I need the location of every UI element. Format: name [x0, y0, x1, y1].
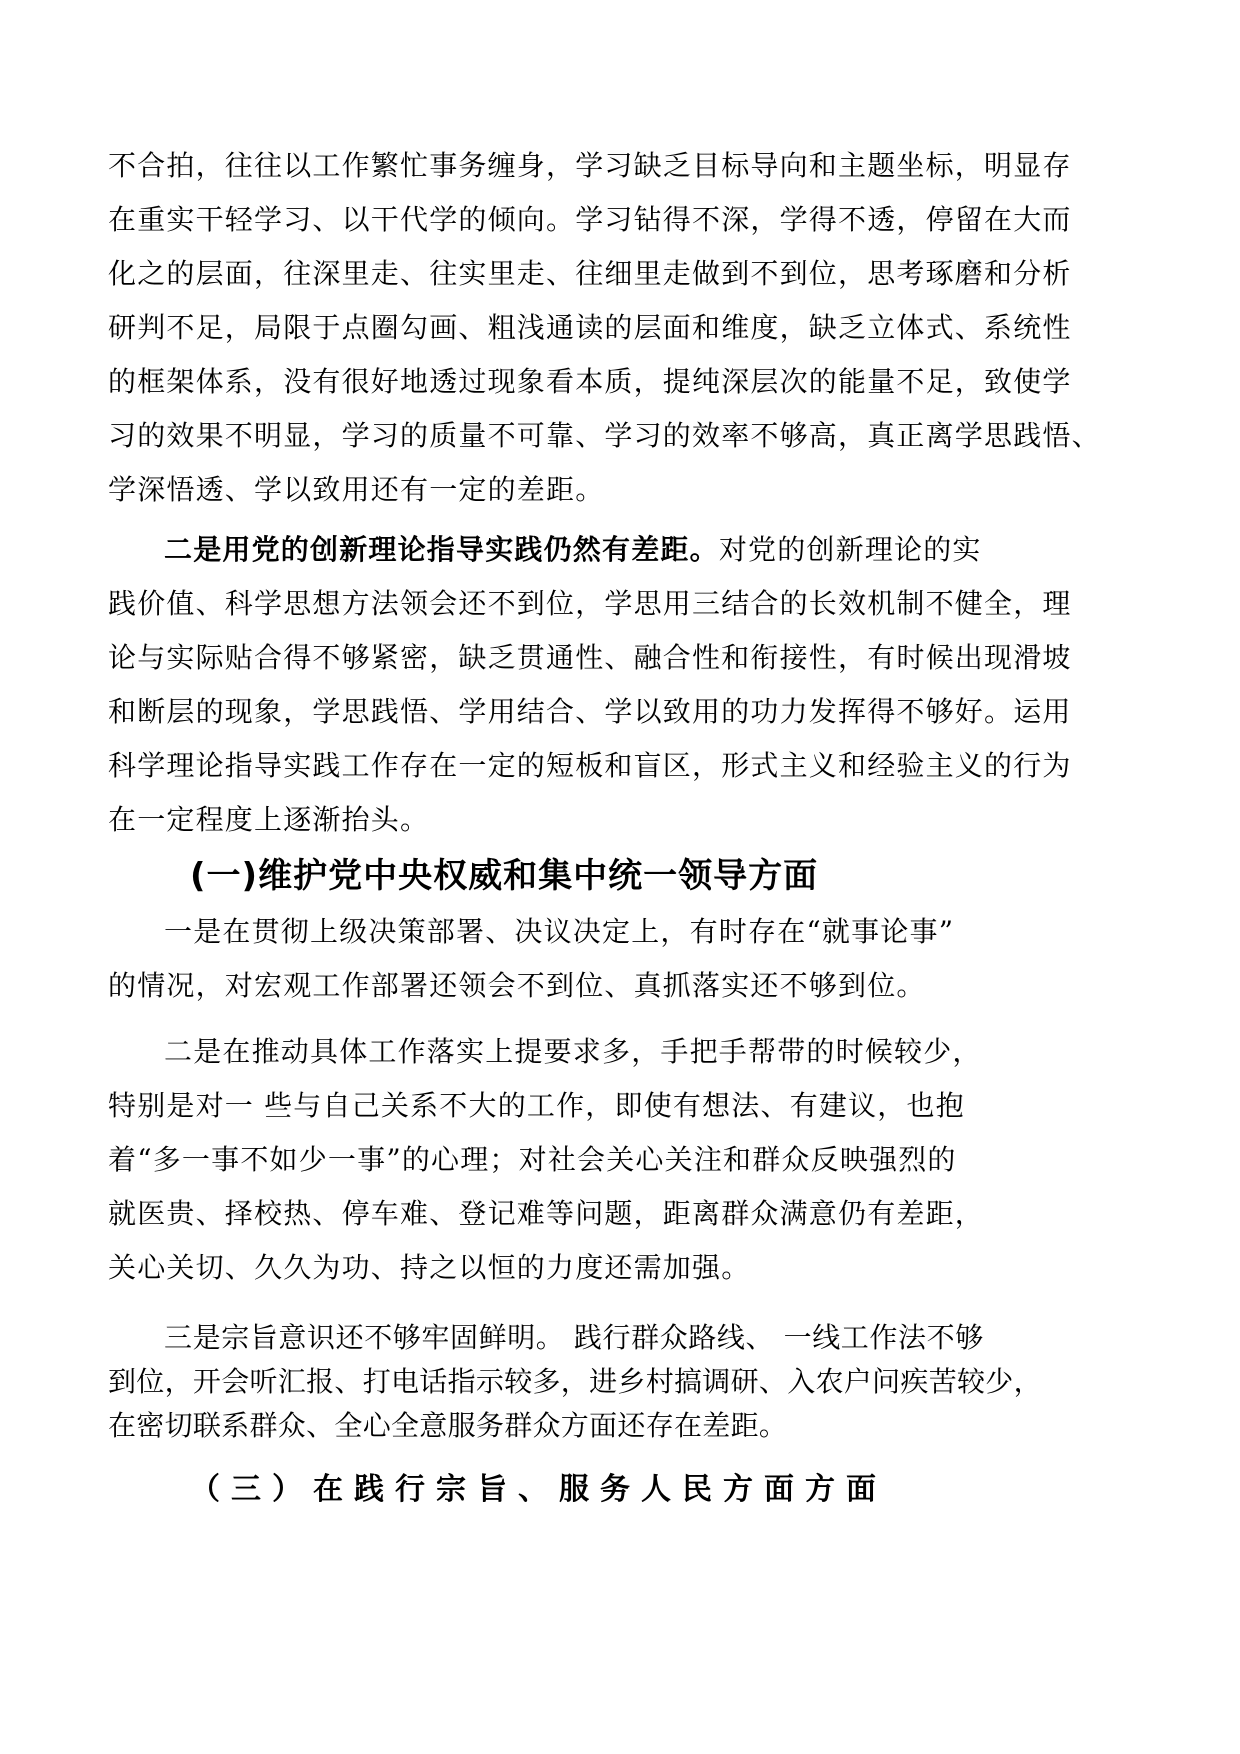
- paragraph-2-line-4: 和断层的现象，学思践悟、学用结合、学以致用的功力发挥得不够好。运用: [108, 695, 1072, 728]
- paragraph-1-line-7: 学深悟透、学以致用还有一定的差距。: [108, 473, 605, 506]
- paragraph-2-line-3: 论与实际贴合得不够紧密，缺乏贯通性、融合性和衔接性，有时候出现滑坡: [108, 641, 1072, 674]
- paragraph-2-line-5: 科学理论指导实践工作存在一定的短板和盲区，形式主义和经验主义的行为: [108, 749, 1072, 782]
- paragraph-2-line-1: [164, 534, 1144, 566]
- paragraph-2-lead-bold: 二是用党的创新理论指导实践仍然有差距。: [164, 533, 719, 566]
- paragraph-3-line-1: 一是在贯彻上级决策部署、决议决定上，有时存在“就事论事”: [164, 915, 955, 948]
- paragraph-4-line-4: 就医贵、择校热、停车难、登记难等问题，距离群众满意仍有差距，: [108, 1197, 985, 1230]
- paragraph-1-line-1: 不合拍，往往以工作繁忙事务缠身，学习缺乏目标导向和主题坐标，明显存: [108, 149, 1072, 182]
- paragraph-2-line-6: 在一定程度上逐渐抬头。: [108, 803, 430, 836]
- paragraph-1-line-3: 化之的层面，往深里走、往实里走、往细里走做到不到位，思考琢磨和分析: [108, 257, 1072, 290]
- paragraph-4-line-5: 关心关切、久久为功、持之以恒的力度还需加强。: [108, 1251, 751, 1284]
- paragraph-4-line-3: 着“多一事不如少一事”的心理；对社会关心关注和群众反映强烈的: [108, 1143, 957, 1176]
- paragraph-5-line-1: 三是宗旨意识还不够牢固鲜明。 践行群众路线、 一线工作法不够: [164, 1321, 984, 1354]
- paragraph-4-line-2: 特别是对一 些与自己关系不大的工作，即使有想法、有建议，也抱: [108, 1089, 965, 1122]
- paragraph-5-line-2: 到位，开会听汇报、打电话指示较多，进乡村搞调研、入农户问疾苦较少，: [108, 1365, 1042, 1398]
- section-heading-3: （三）在践行宗旨、服务人民方面方面: [190, 1472, 887, 1507]
- paragraph-1-line-4: 研判不足，局限于点圈勾画、粗浅通读的层面和维度，缺乏立体式、系统性: [108, 311, 1072, 344]
- paragraph-1-line-2: 在重实干轻学习、以干代学的倾向。学习钻得不深，学得不透，停留在大而: [108, 203, 1072, 236]
- paragraph-4-line-1: 二是在推动具体工作落实上提要求多，手把手帮带的时候较少，: [164, 1035, 982, 1068]
- paragraph-2-line-2: 践价值、科学思想方法领会还不到位，学思用三结合的长效机制不健全，理: [108, 587, 1072, 620]
- paragraph-3-line-2: 的情况，对宏观工作部署还领会不到位、真抓落实还不够到位。: [108, 969, 926, 1002]
- paragraph-5-line-3: 在密切联系群众、全心全意服务群众方面还存在差距。: [108, 1409, 788, 1442]
- paragraph-2-line-1-rest: 对党的创新理论的实: [718, 533, 982, 566]
- section-heading-1: (一)维护党中央权威和集中统一领导方面: [190, 856, 819, 896]
- paragraph-1-line-5: 的框架体系，没有很好地透过现象看本质，提纯深层次的能量不足，致使学: [108, 365, 1072, 398]
- paragraph-1-line-6: 习的效果不明显，学习的质量不可靠、学习的效率不够高，真正离学思践悟、: [108, 419, 1101, 452]
